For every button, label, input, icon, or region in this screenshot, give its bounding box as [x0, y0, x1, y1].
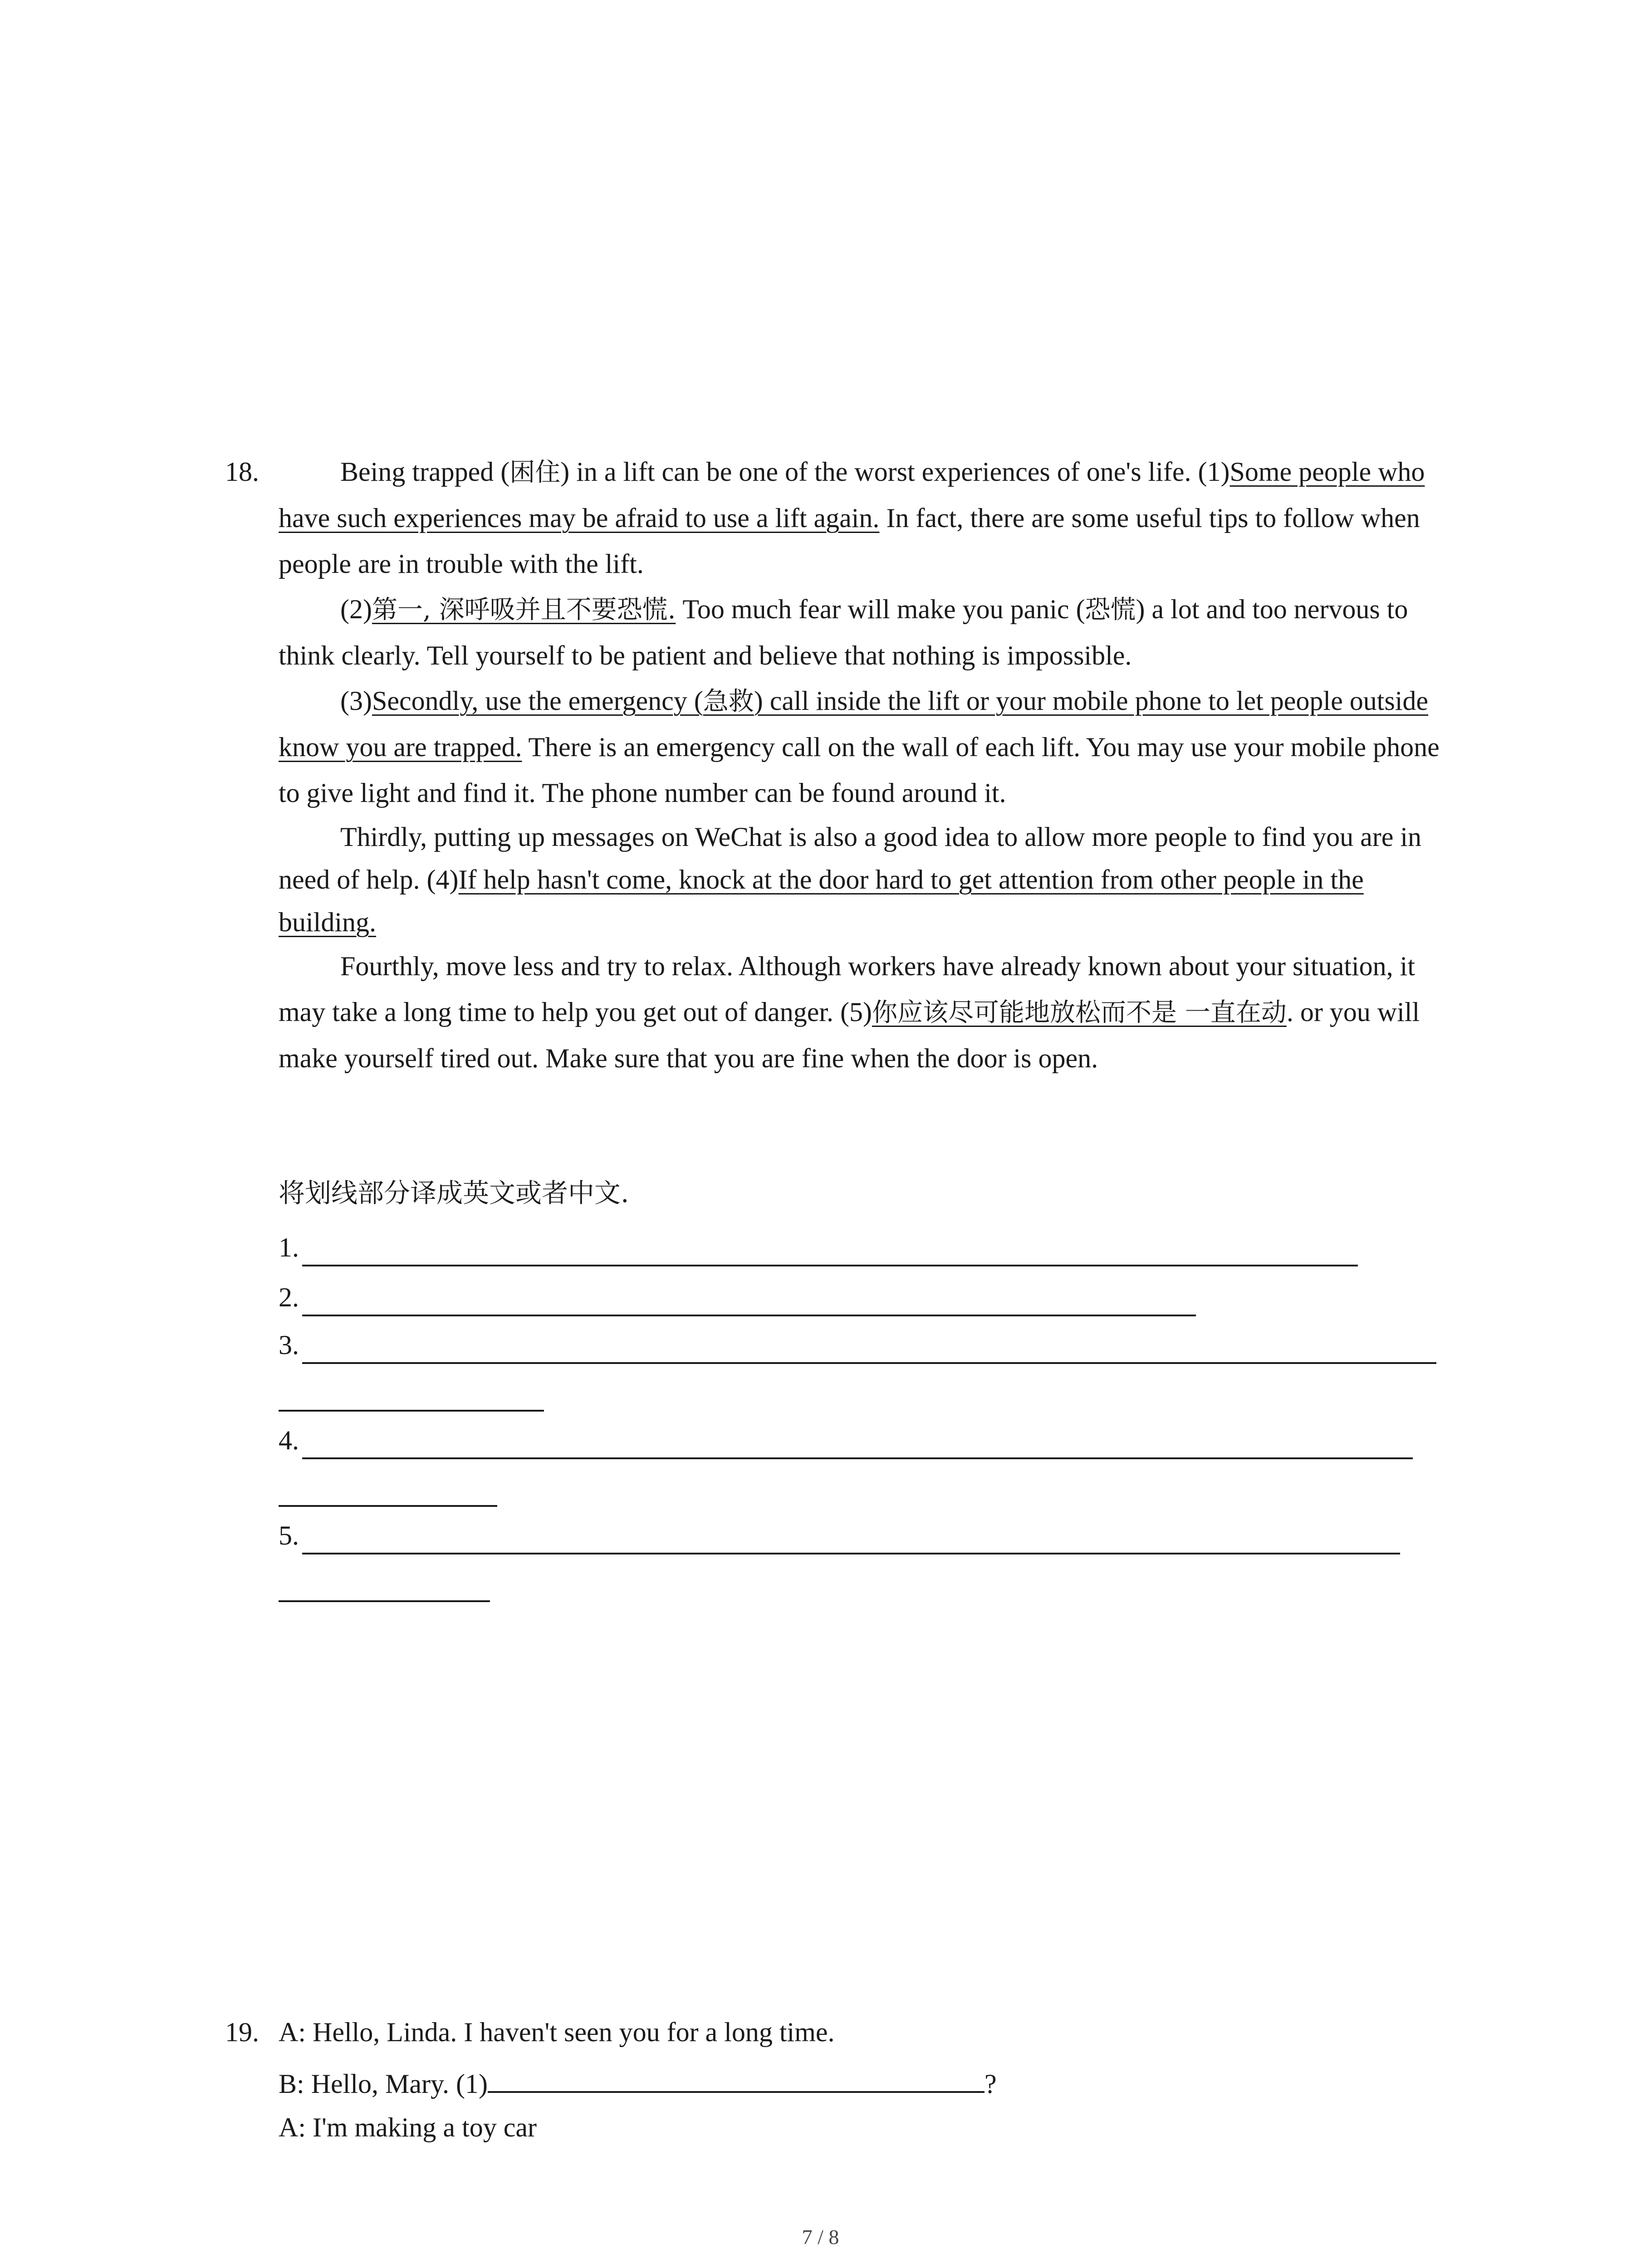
passage-paragraph-5: Fourthly, move less and try to relax. Although workers have already known about your situation, it may take a long time to help you get out of danger. (5)你应该尽可能地放松而不是 一直在动. or you will make yourself tired out. Make sure that you are fine when the door is open.: [279, 951, 1420, 1073]
underlined-sentence-1: Some people who have such experiences may be afraid to use a lift again.: [279, 457, 1425, 533]
question-number-19: 19.: [225, 2017, 259, 2047]
underlined-sentence-2: 第一, 深呼吸并且不要恐慌.: [372, 595, 676, 625]
answer-blank-1[interactable]: [302, 1265, 1358, 1266]
answer-blank-5[interactable]: [302, 1553, 1400, 1554]
underlined-sentence-4: If help hasn't come, knock at the door hard to get attention from other people in the building.: [279, 865, 1364, 937]
answer-blank-3-cont[interactable]: [279, 1410, 544, 1412]
translation-instruction: 将划线部分译成英文或者中文.: [279, 1178, 629, 1208]
answer-blank-4[interactable]: [302, 1457, 1413, 1459]
question-number-18: 18.: [225, 457, 259, 487]
dialogue-blank-1[interactable]: [488, 2059, 985, 2093]
passage-paragraph-2: (2)第一, 深呼吸并且不要恐慌. Too much fear will make you panic (恐慌) a lot and too nervous to think clearly. Tell yourself to be patient and believe that nothing is impossible.: [279, 594, 1408, 670]
answer-blank-5-cont[interactable]: [279, 1600, 490, 1602]
passage-paragraph-3: (3)Secondly, use the emergency (急救) call inside the lift or your mobile phone to let people outside know you are trapped. There is an emergency call on the wall of each lift. You may use your mobile phone to give light and find it. The phone number can be found around it.: [279, 686, 1440, 808]
dialogue-line-1: A: Hello, Linda. I haven't seen you for a long time.: [279, 2017, 835, 2047]
underlined-sentence-3: Secondly, use the emergency (急救) call inside the lift or your mobile phone to let people outside know you are trapped.: [279, 686, 1429, 762]
dialogue-line-3: A: I'm making a toy car: [279, 2112, 537, 2142]
answer-blank-3[interactable]: [302, 1362, 1436, 1364]
answer-blank-4-cont[interactable]: [279, 1505, 497, 1507]
answer-blank-2[interactable]: [302, 1315, 1196, 1316]
page-number: 7 / 8: [802, 2225, 839, 2248]
exam-page: 18. Being trapped (困住) in a lift can be one of the worst experiences of one's life. (1)Some people who have such experiences may be afraid to use a lift again. In fact, there are some useful tips to follow when people are in trouble with the lift. (2)第一, 深呼吸并且不要恐慌. Too much fear will make you panic (恐慌) a lot and too nervous to think clearly. Tell yourself to be patient and believe that nothing is impossible. (3)Secondly, use the emergency (急救) call inside the lift or your mobile phone to let people outside know you are trapped. There is an emergency call on the wall of each lift. You may use your mobile phone to give light and find it. The phone number can be found around it. Thirdly, putting up messages on WeChat is also a good idea to allow more people to find you are in need of help. (4)If help hasn't come, knock at the door hard to get attention from other people in the building. Fourthly, move less and try to relax. Although workers have already known about your situation, it may take a long time to help you get out of danger. (5)你应该尽可能地放松而不是 一直在动. or you will make yourself tired out. Make sure that you are fine when the door is open. 将划线部分译成英文或者中文. 1. 2. 3. 4. 5. 19. A: Hello, Linda. I haven't seen you for a long time. B: Hello, Mary. (1) ? A: I'm making a toy car 7 / 8: [0, 0, 1641, 2268]
passage-paragraph-4: Thirdly, putting up messages on WeChat is also a good idea to allow more people to find you are in need of help. (4)If help hasn't come, knock at the door hard to get attention from other people in the building.: [279, 822, 1422, 937]
passage-paragraph-1: Being trapped (困住) in a lift can be one of the worst experiences of one's life. (1)Some people who have such experiences may be afraid to use a lift again. In fact, there are some useful tips to follow when people are in trouble with the lift.: [279, 457, 1425, 579]
dialogue-line-2: B: Hello, Mary. (1) ?: [279, 2059, 997, 2107]
underlined-sentence-5: 你应该尽可能地放松而不是 一直在动: [872, 998, 1287, 1027]
